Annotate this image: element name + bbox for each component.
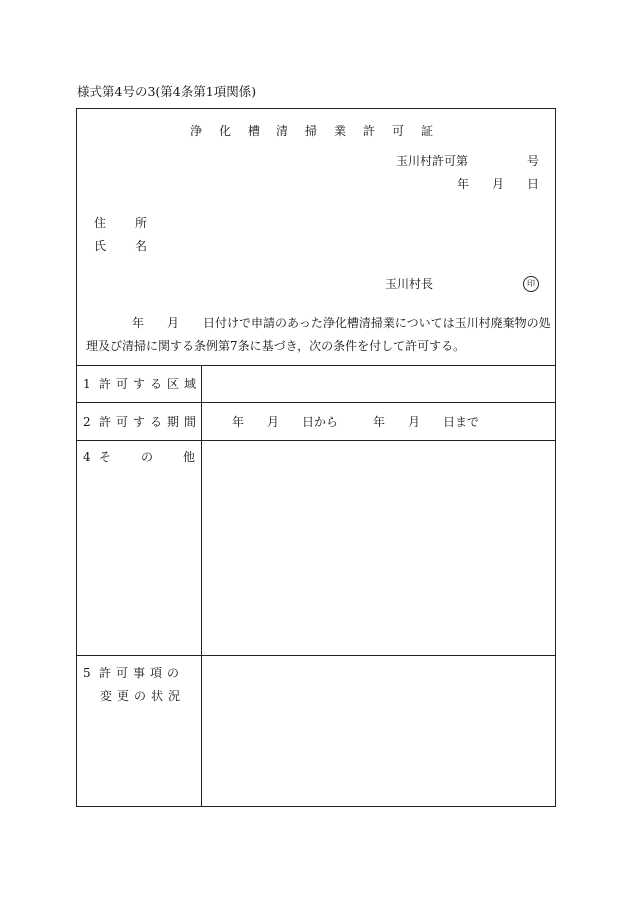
other-label-char: の [141, 450, 154, 464]
date-year: 年 [457, 177, 470, 191]
title-char: 証 [421, 124, 434, 138]
row-number: 2 [83, 415, 91, 429]
permit-frame [76, 108, 556, 807]
title-char: 浄 [190, 124, 203, 138]
seal-mark: 印 [523, 276, 539, 292]
permit-number-prefix: 玉川村許可第 [396, 154, 469, 168]
change-label-line-1: 許可事項の [99, 666, 185, 680]
column-divider [201, 365, 202, 807]
other-label-char: 他 [183, 450, 196, 464]
row-number: 4 [83, 450, 91, 464]
name-label-char: 氏 [94, 239, 107, 253]
title-char: 可 [392, 124, 405, 138]
row-number: 1 [83, 377, 91, 391]
title-char: 業 [334, 124, 347, 138]
period-label: 許可する期間 [99, 415, 202, 429]
period-to-year: 年 [373, 415, 386, 429]
divider [77, 655, 555, 656]
title-char: 化 [219, 124, 232, 138]
address-label-char: 住 [94, 216, 107, 230]
title-char: 掃 [305, 124, 318, 138]
date-day: 日 [527, 177, 540, 191]
period-to-month: 月 [408, 415, 421, 429]
address-label-char: 所 [135, 216, 148, 230]
form-number-label: 様式第4号の3(第4条第1項関係) [77, 84, 257, 99]
divider [77, 402, 555, 403]
divider [77, 440, 555, 441]
other-label-char: そ [99, 450, 112, 464]
body-text-line-2: 理及び清掃に関する条例第7条に基づき，次の条件を付して許可する。 [86, 339, 466, 353]
period-to-day: 日まで [443, 415, 480, 429]
date-month: 月 [492, 177, 505, 191]
title-char: 槽 [248, 124, 261, 138]
divider [77, 365, 555, 366]
body-year: 年 [132, 316, 145, 330]
body-text-line-1: 日付けで申請のあった浄化槽清掃業については玉川村廃棄物の処 [203, 316, 551, 330]
area-label: 許可する区域 [99, 377, 202, 391]
title-char: 許 [363, 124, 376, 138]
period-from-month: 月 [267, 415, 280, 429]
period-from-year: 年 [232, 415, 245, 429]
name-label-char: 名 [135, 239, 148, 253]
period-from-day: 日から [302, 415, 339, 429]
row-number: 5 [83, 666, 91, 680]
body-month: 月 [167, 316, 180, 330]
title-char: 清 [276, 124, 289, 138]
permit-number-suffix: 号 [527, 154, 540, 168]
issuer-title: 玉川村長 [385, 277, 434, 291]
change-label-line-2: 変更の状況 [100, 689, 186, 703]
